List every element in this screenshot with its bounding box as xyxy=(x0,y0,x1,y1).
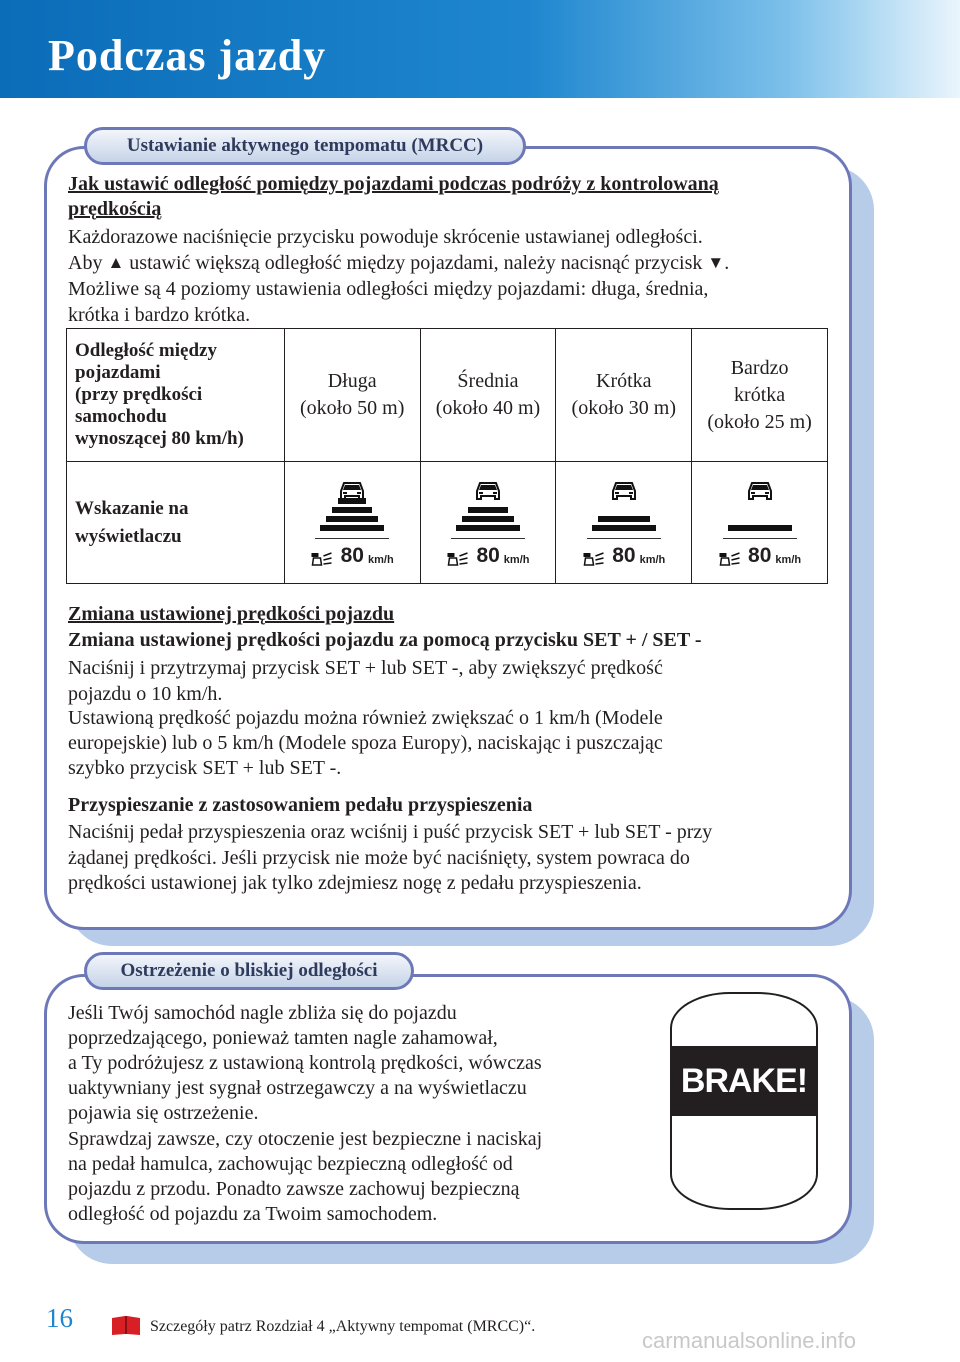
speed-value: 80 xyxy=(748,544,772,567)
accel-heading: Przyspieszanie z zastosowaniem pedału przyspieszenia xyxy=(68,794,533,816)
paragraph: prędkości ustawionej jak tylko zdejmiesz nogę z pedału przyspieszenia. xyxy=(68,872,642,894)
cruise-control-icon xyxy=(718,552,740,566)
table-row xyxy=(67,462,828,584)
speed-value: 80 xyxy=(476,544,500,567)
paragraph: na pedał hamulca, zachowując bezpieczną odległość od xyxy=(68,1153,513,1175)
paragraph: a Ty podróżujesz z ustawioną kontrolą prędkości, wówczas xyxy=(68,1052,542,1074)
speed-unit: km/h xyxy=(367,554,394,566)
distance-bar xyxy=(592,525,656,531)
road-line xyxy=(723,538,797,539)
paragraph: Możliwe są 4 poziomy ustawienia odległości między pojazdami: długa, średnia, xyxy=(68,278,709,300)
triangle-up-icon: ▲ xyxy=(107,253,125,272)
road-line xyxy=(315,538,389,539)
column-value: (około 50 m) xyxy=(299,397,405,419)
paragraph: Sprawdzaj zawsze, czy otoczenie jest bezpieczne i naciskaj xyxy=(68,1128,543,1150)
column-medium xyxy=(420,329,556,462)
paragraph-text: ustawić większą odległość między pojazdami, należy nacisnąć przycisk xyxy=(129,252,703,274)
column-long xyxy=(284,329,420,462)
warning-tab: Ostrzeżenie o bliskiej odległości xyxy=(84,952,414,990)
paragraph: Jeśli Twój samochód nagle zbliża się do pojazdu xyxy=(68,1002,457,1024)
distance-display xyxy=(692,462,827,583)
display-cell xyxy=(692,462,828,584)
column-name: krótka xyxy=(734,383,786,406)
label-line: (przy prędkości xyxy=(75,384,203,405)
speed-unit: km/h xyxy=(639,554,666,566)
road-line xyxy=(451,538,525,539)
column-name: Bardzo xyxy=(730,356,789,379)
column-short xyxy=(556,329,692,462)
label-line: wyświetlaczu xyxy=(75,525,182,547)
column-name: Długa xyxy=(327,370,377,392)
cruise-control-icon xyxy=(582,552,604,566)
distance-bar xyxy=(728,525,792,531)
distance-bar xyxy=(338,498,366,504)
paragraph: krótka i bardzo krótka. xyxy=(68,304,251,326)
distance-bars xyxy=(592,516,656,531)
column-value: (około 30 m) xyxy=(571,397,676,419)
speed-readout xyxy=(446,546,529,566)
paragraph: szybko przycisk SET + lub SET -. xyxy=(68,757,342,779)
display-cell xyxy=(284,462,420,584)
mrcc-tab: Ustawianie aktywnego tempomatu (MRCC) xyxy=(84,127,526,165)
brake-warning-display xyxy=(670,992,818,1210)
display-cell xyxy=(556,462,692,584)
paragraph-text: . xyxy=(724,252,730,274)
speed-readout xyxy=(582,546,665,566)
distance-bar xyxy=(468,507,508,513)
paragraph: europejskie) lub o 5 km/h (Modele spoza Europy), naciskając i puszczając xyxy=(68,732,663,754)
footer-note: Szczegóły patrz Rozdział 4 „Aktywny tempomat (MRCC)“. xyxy=(150,1318,536,1335)
label-line: pojazdami xyxy=(75,362,161,383)
paragraph: pojazdu o 10 km/h. xyxy=(68,683,223,705)
column-very-short xyxy=(692,329,828,462)
column-value: (około 40 m) xyxy=(435,397,541,419)
label-line: wynoszącej 80 km/h) xyxy=(75,428,244,449)
book-icon xyxy=(110,1314,142,1336)
car-icon xyxy=(610,480,638,502)
speed-unit: km/h xyxy=(775,554,802,566)
distance-heading-cont: prędkością xyxy=(68,198,162,220)
paragraph xyxy=(68,250,729,277)
label-line: Odległość między xyxy=(75,340,217,361)
distance-heading: Jak ustawić odległość pomiędzy pojazdami podczas podróży z kontrolowaną xyxy=(68,173,719,195)
distance-bar xyxy=(332,507,372,513)
distance-bar xyxy=(320,525,384,531)
label-line: Wskazanie na xyxy=(75,497,189,519)
speed-value: 80 xyxy=(612,544,636,567)
paragraph: poprzedzającego, ponieważ tamten nagle zahamował, xyxy=(68,1027,498,1049)
road-line xyxy=(587,538,661,539)
page-title: Podczas jazdy xyxy=(48,31,327,80)
label-line: samochodu xyxy=(75,406,167,427)
column-name: Średnia xyxy=(457,370,519,392)
speed-readout xyxy=(311,546,394,566)
triangle-down-icon: ▼ xyxy=(707,253,725,272)
brake-warning-label: BRAKE! xyxy=(672,1046,816,1116)
paragraph: Naciśnij pedał przyspieszenia oraz wciśnij i puść przycisk SET + lub SET - przy xyxy=(68,821,713,843)
paragraph: żądanej prędkości. Jeśli przycisk nie może być naciśnięty, system powraca do xyxy=(68,847,690,869)
table-row xyxy=(67,329,828,462)
paragraph: Ustawioną prędkość pojazdu można również zwiększać o 1 km/h (Modele xyxy=(68,707,663,729)
car-icon xyxy=(746,480,774,502)
display-cell xyxy=(420,462,556,584)
cruise-control-icon xyxy=(311,552,333,566)
page-number: 16 xyxy=(46,1303,73,1333)
speed-readout xyxy=(718,546,801,566)
distance-bars xyxy=(456,507,520,531)
distance-display xyxy=(556,462,691,583)
speed-value: 80 xyxy=(340,544,364,567)
distance-bar xyxy=(456,525,520,531)
column-value: (około 25 m) xyxy=(707,410,812,433)
paragraph: uaktywniany jest sygnał ostrzegawczy a na wyświetlaczu xyxy=(68,1077,527,1099)
distance-table xyxy=(66,328,828,584)
paragraph: pojazdu z przodu. Ponadto zawsze zachowuj bezpieczną xyxy=(68,1178,520,1200)
distance-bar xyxy=(462,516,514,522)
distance-bar xyxy=(326,516,378,522)
distance-display xyxy=(421,462,556,583)
distance-display xyxy=(285,462,420,583)
speed-change-subheading: Zmiana ustawionej prędkości pojazdu za pomocą przycisku SET + / SET - xyxy=(68,629,702,651)
column-name: Krótka xyxy=(596,370,652,392)
speed-change-heading: Zmiana ustawionej prędkości pojazdu xyxy=(68,603,395,625)
distance-bars xyxy=(320,498,384,531)
table-row-label xyxy=(67,462,285,584)
paragraph: pojawia się ostrzeżenie. xyxy=(68,1102,259,1124)
table-row-label xyxy=(67,329,285,462)
watermark: carmanualsonline.info xyxy=(642,1328,857,1353)
paragraph: odległość od pojazdu za Twoim samochodem. xyxy=(68,1203,438,1225)
paragraph-text: Aby xyxy=(68,252,103,274)
paragraph: Naciśnij i przytrzymaj przycisk SET + lub SET -, aby zwiększyć prędkość xyxy=(68,657,663,679)
cruise-control-icon xyxy=(446,552,468,566)
paragraph: Każdorazowe naciśnięcie przycisku powoduje skrócenie ustawianej odległości. xyxy=(68,226,703,248)
speed-unit: km/h xyxy=(503,554,530,566)
car-icon xyxy=(474,480,502,502)
distance-bar xyxy=(598,516,650,522)
distance-bars xyxy=(728,525,792,531)
